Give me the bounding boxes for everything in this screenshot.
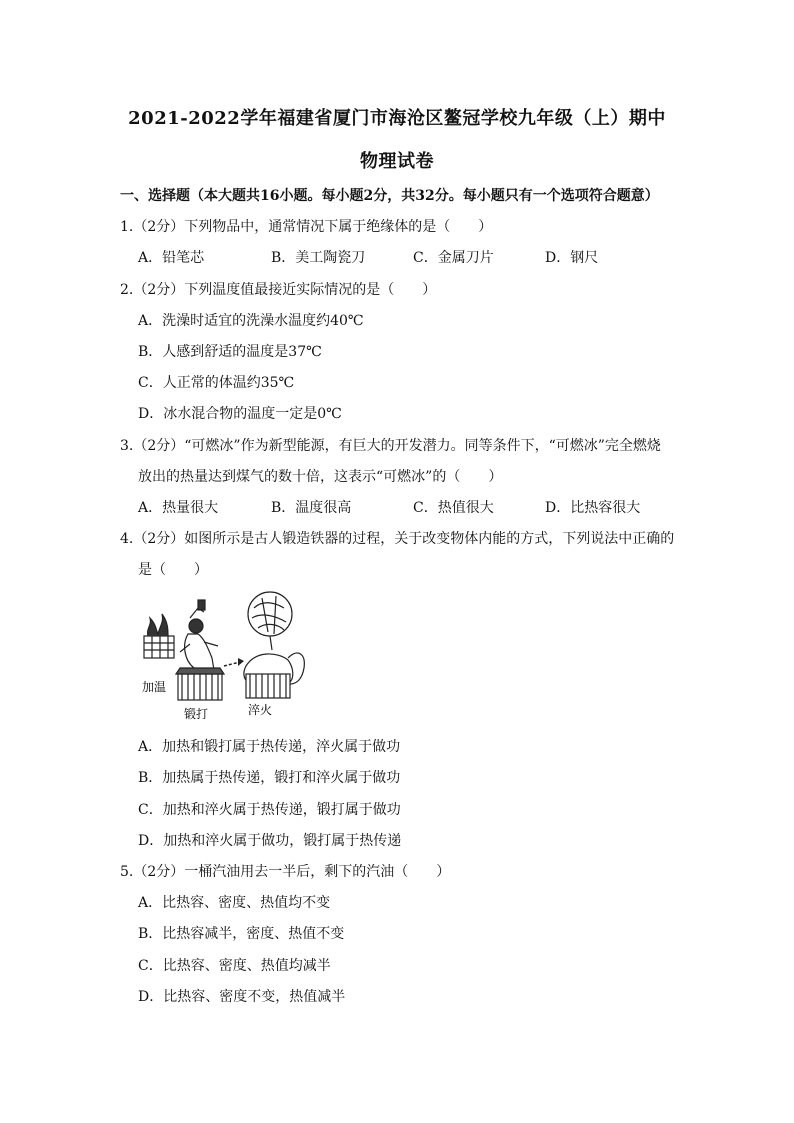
q3-option-b[interactable]: B．温度很高 — [271, 500, 352, 516]
q4-option-d[interactable]: D．加热和淬火属于做功，锻打属于热传递 — [138, 833, 402, 849]
question-3-stem-line1: 3.（2分）“可燃冰”作为新型能源，有巨大的开发潜力。同等条件下，“可燃冰”完全燃烧 — [120, 438, 661, 454]
q1-option-a[interactable]: A．铅笔芯 — [138, 250, 205, 266]
q4-option-c[interactable]: C．加热和淬火属于热传递，锻打属于做功 — [138, 802, 401, 818]
forging-anvil-drawing — [176, 668, 224, 700]
q5-option-c[interactable]: C．比热容、密度、热值均减半 — [138, 958, 331, 974]
question-2-stem: 2.（2分）下列温度值最接近实际情况的是（ ） — [120, 282, 437, 298]
q1-option-d[interactable]: D．钢尺 — [545, 250, 599, 266]
q5-option-a[interactable]: A．比热容、密度、热值均不变 — [138, 895, 331, 911]
q4-option-b[interactable]: B．加热属于热传递，锻打和淬火属于做功 — [138, 770, 401, 786]
figure-label-quenching: 淬火 — [248, 703, 273, 717]
q2-option-d[interactable]: D．冰水混合物的温度一定是0℃ — [138, 406, 342, 422]
exam-title-line1: 2021-2022学年福建省厦门市海沧区鳌冠学校九年级（上）期中 — [128, 108, 666, 129]
forging-illustration — [138, 588, 312, 724]
q1-option-b[interactable]: B．美工陶瓷刀 — [271, 250, 366, 266]
heating-stove-drawing — [144, 614, 174, 658]
question-3-stem-line2: 放出的热量达到煤气的数十倍，这表示“可燃冰”的（ ） — [138, 469, 503, 485]
q3-option-c[interactable]: C．热值很大 — [413, 500, 494, 516]
quenching-tub-drawing — [244, 653, 304, 698]
q2-option-c[interactable]: C．人正常的体温约35℃ — [138, 375, 295, 391]
question-4-stem-line1: 4.（2分）如图所示是古人锻造铁器的过程，关于改变物体内能的方式，下列说法中正确的 — [120, 531, 675, 547]
q5-option-d[interactable]: D．比热容、密度不变，热值减半 — [138, 989, 346, 1005]
question-5-stem: 5.（2分）一桶汽油用去一半后，剩下的汽油（ ） — [120, 864, 451, 880]
figure-label-forging: 锻打 — [184, 707, 209, 721]
q3-option-a[interactable]: A．热量很大 — [138, 500, 219, 516]
section-heading: 一、选择题（本大题共16小题。每小题2分，共32分。每小题只有一个选项符合题意） — [120, 188, 659, 204]
figure-label-heating: 加温 — [142, 680, 167, 694]
q2-option-a[interactable]: A．洗澡时适宜的洗澡水温度约40℃ — [138, 313, 364, 329]
question-1-stem: 1.（2分）下列物品中，通常情况下属于绝缘体的是（ ） — [120, 219, 493, 235]
q4-option-a[interactable]: A．加热和锻打属于热传递，淬火属于做功 — [138, 739, 401, 755]
q1-option-c[interactable]: C．金属刀片 — [413, 250, 494, 266]
q2-option-b[interactable]: B．人感到舒适的温度是37℃ — [138, 344, 322, 360]
blacksmith-figure-drawing — [180, 600, 218, 670]
q5-option-b[interactable]: B．比热容减半，密度、热值不变 — [138, 926, 345, 942]
q3-option-d[interactable]: D．比热容很大 — [545, 500, 641, 516]
quenching-inset-drawing — [248, 592, 292, 650]
exam-title-line2: 物理试卷 — [360, 151, 434, 172]
question-4-stem-line2: 是（ ） — [138, 562, 208, 578]
